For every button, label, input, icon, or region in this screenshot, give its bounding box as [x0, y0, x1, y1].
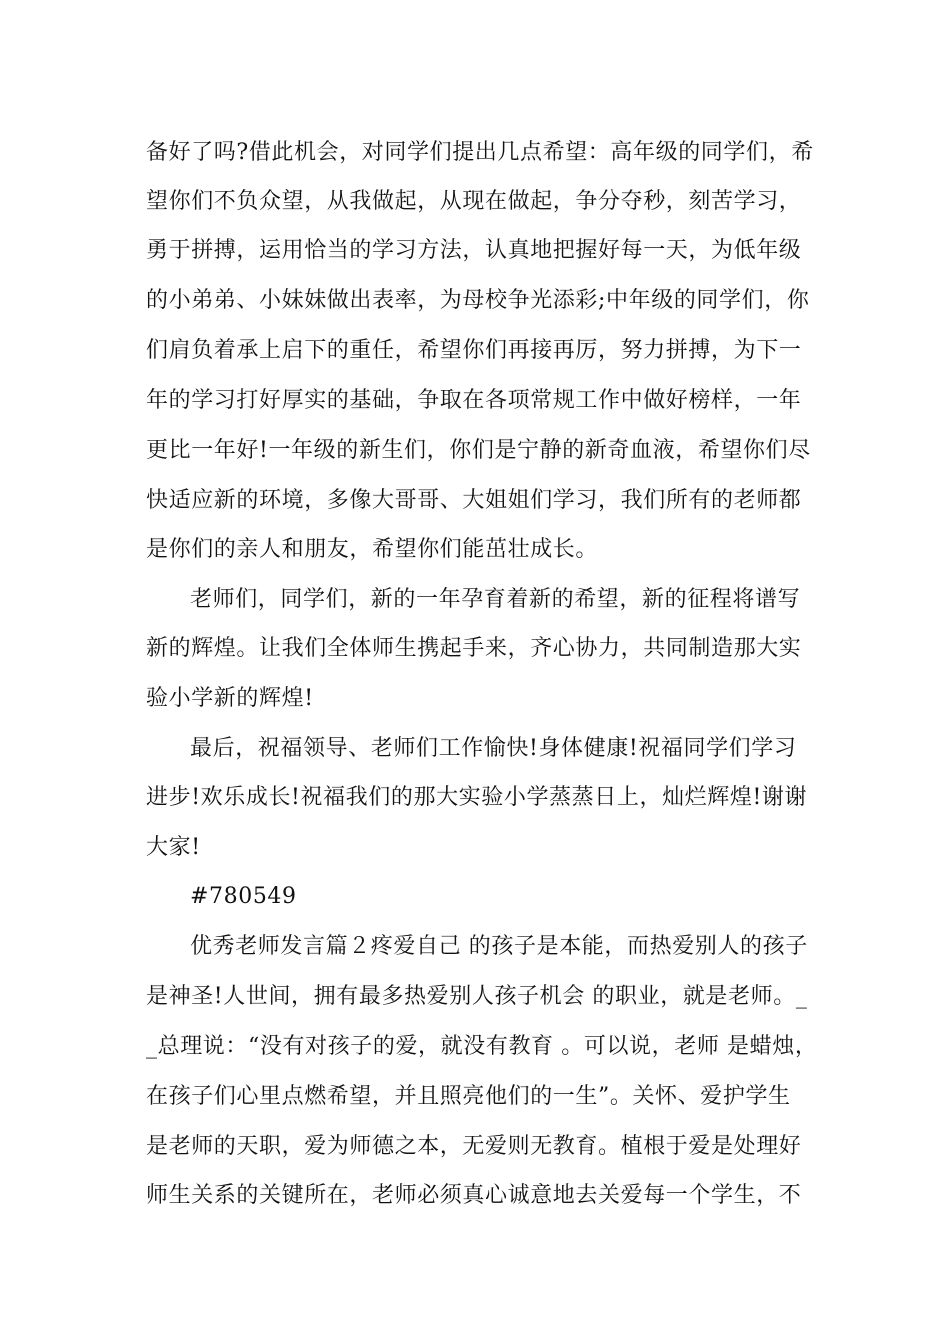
text-line: 快适应新的环境，多像大哥哥、大姐姐们学习，我们所有的老师都 [146, 488, 802, 513]
text-line: 在孩子们心里点燃希望，并且照亮他们的一生”。关怀、爱护学生 [146, 1084, 791, 1109]
text-line: _总理说：“没有对孩子的爱，就没有教育 。可以说，老师 是蜡烛， [146, 1034, 818, 1059]
text-line: 新的辉煌。让我们全体师生携起手来，齐心协力，共同制造那大实 [146, 636, 802, 661]
text-line: 大家! [146, 835, 201, 860]
text-line: 更比一年好!一年级的新生们，你们是宁静的新奇血液，希望你们尽 [146, 438, 811, 463]
text-line: 进步!欢乐成长!祝福我们的那大实验小学蒸蒸日上，灿烂辉煌!谢谢 [146, 785, 808, 810]
text-line: 是你们的亲人和朋友，希望你们能茁壮成长。 [146, 537, 599, 562]
text-line: 勇于拼搏，运用恰当的学习方法，认真地把握好每一天，为低年级 [146, 238, 802, 263]
text-line: 是老师的天职，爱为师德之本，无爱则无教育。植根于爱是处理好 [146, 1134, 802, 1159]
text-line: 们肩负着承上启下的重任，希望你们再接再厉，努力拼搏，为下一 [146, 338, 802, 363]
text-line: 备好了吗?借此机会，对同学们提出几点希望：高年级的同学们，希 [146, 140, 814, 165]
paragraph-first-line: 最后，祝福领导、老师们工作愉快!身体健康!祝福同学们学习 [190, 736, 797, 761]
text-line: 验小学新的辉煌! [146, 686, 314, 711]
text-line: 年的学习打好厚实的基础，争取在各项常规工作中做好榜样，一年 [146, 388, 802, 413]
text-line: 师生关系的关键所在，老师必须真心诚意地去关爱每一个学生，不 [146, 1183, 802, 1208]
paragraph-first-line: 优秀老师发言篇２疼爱自己 的孩子是本能，而热爱别人的孩子 [190, 934, 808, 959]
document-id: #780549 [190, 884, 297, 909]
text-line: 望你们不负众望，从我做起，从现在做起，争分夺秒，刻苦学习， [146, 189, 802, 214]
paragraph-first-line: 老师们，同学们，新的一年孕育着新的希望，新的征程将谱写 [190, 587, 801, 612]
text-line: 是神圣!人世间，拥有最多热爱别人孩子机会 的职业，就是老师。_ [146, 984, 808, 1009]
text-line: 的小弟弟、小妹妹做出表率，为母校争光添彩;中年级的同学们，你 [146, 288, 810, 313]
